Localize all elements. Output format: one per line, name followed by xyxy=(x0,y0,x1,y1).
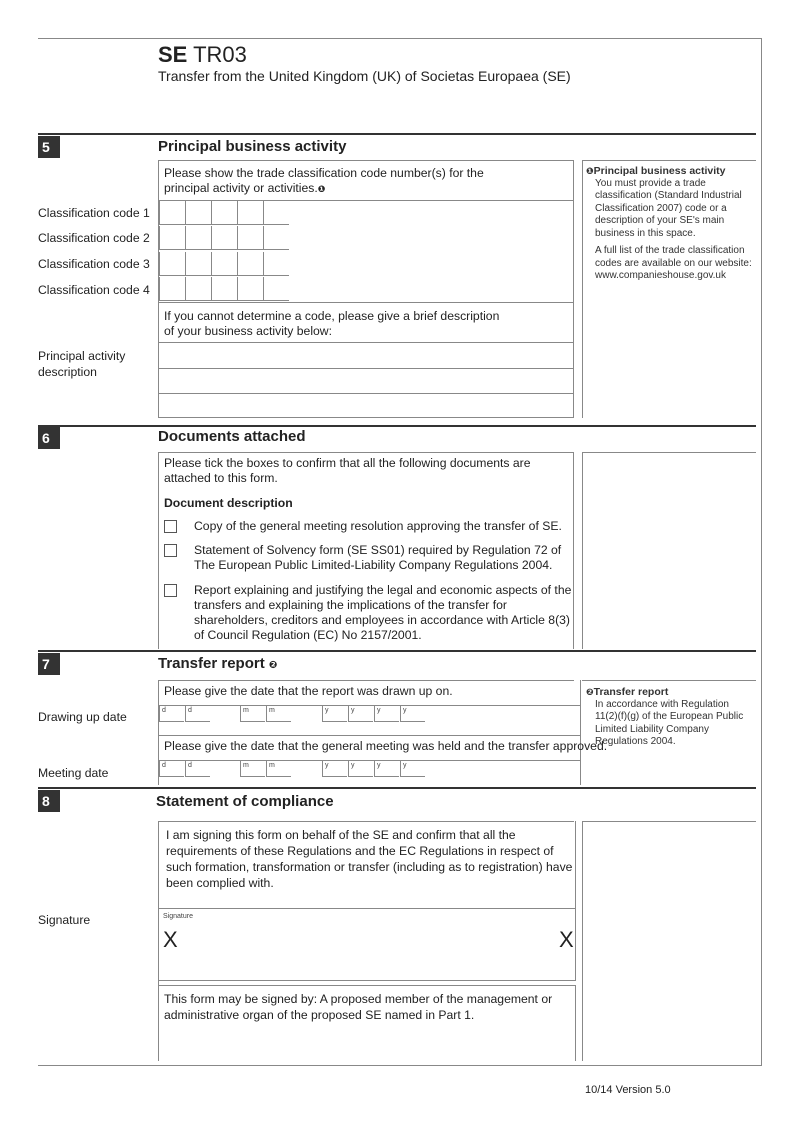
guidance-text-2: A full list of the trade classification codes are available on our website: www.companieshouse.gov.uk xyxy=(595,245,752,281)
section7-guidance-top xyxy=(582,680,756,681)
signature-bottom-rule xyxy=(158,980,576,981)
classification-code-2-label: Classification code 2 xyxy=(38,231,150,245)
description-line xyxy=(158,368,574,369)
code-cell[interactable] xyxy=(159,252,185,276)
section6-title: Documents attached xyxy=(158,428,306,445)
code-cell[interactable] xyxy=(211,277,237,301)
date-cell-month[interactable]: m xyxy=(266,761,291,777)
guidance-title: ❷Transfer report xyxy=(586,686,669,698)
classification-code-1-label: Classification code 1 xyxy=(38,206,150,220)
code-cell[interactable] xyxy=(237,201,263,225)
section6-number: 6 xyxy=(38,427,60,449)
document-1-checkbox[interactable] xyxy=(164,520,177,533)
section6-guidance-top xyxy=(582,452,756,453)
code-cell[interactable] xyxy=(159,226,185,250)
section8-number: 8 xyxy=(38,790,60,812)
top-border xyxy=(38,38,762,39)
code-cell[interactable] xyxy=(185,252,211,276)
drawing-up-date-label: Drawing up date xyxy=(38,710,127,724)
form-subtitle: Transfer from the United Kingdom (UK) of Societas Europaea (SE) xyxy=(158,68,571,84)
document-2-text: Statement of Solvency form (SE SS01) required by Regulation 72 of The European Public Limited-Liability Company Regulations 2004. xyxy=(194,543,562,572)
section8-guidance-top xyxy=(582,821,756,822)
document-1-text: Copy of the general meeting resolution approving the transfer of SE. xyxy=(194,519,562,533)
meeting-date-instruction: Please give the date that the general meeting was held and the transfer approved. xyxy=(164,739,608,753)
date-cell-year[interactable]: y xyxy=(374,706,399,722)
section6-box-left xyxy=(158,452,159,649)
info-2-icon: ❷ xyxy=(586,687,594,697)
date-cell-day[interactable]: d xyxy=(159,706,184,722)
code-cell[interactable] xyxy=(237,277,263,301)
codes-bottom-rule xyxy=(158,302,574,303)
section5-guidance-left xyxy=(582,160,583,418)
signature-label: Signature xyxy=(38,913,91,927)
description-line xyxy=(158,417,574,418)
meeting-date-label: Meeting date xyxy=(38,766,109,780)
guidance-title: ❶Principal business activity xyxy=(586,165,726,177)
section6-guidance-left xyxy=(582,452,583,649)
section7-guidance xyxy=(586,686,754,749)
signature-end-x-icon: X xyxy=(559,927,574,952)
date-cell-year[interactable]: y xyxy=(348,706,373,722)
section7-rule xyxy=(38,650,756,652)
section5-box-top xyxy=(158,160,574,161)
signature-box-label: Signature xyxy=(163,913,193,920)
guidance-text: In accordance with Regulation 11(2)(f)(g) of the European Public Limited Liability Company Regulations 2004. xyxy=(595,698,744,747)
info-1-icon: ❶ xyxy=(586,166,594,176)
principal-activity-description-input[interactable] xyxy=(159,343,573,418)
description-line xyxy=(158,393,574,394)
section6-rule xyxy=(38,425,756,427)
section8-rule xyxy=(38,787,756,789)
section7-number: 7 xyxy=(38,653,60,675)
section7-box-top xyxy=(158,680,574,681)
date-cell-day[interactable]: d xyxy=(185,706,210,722)
section5-guidance-top xyxy=(582,160,756,161)
code-cell[interactable] xyxy=(185,277,211,301)
section6-box-top xyxy=(158,452,574,453)
date-cell-year[interactable]: y xyxy=(400,761,425,777)
form-code: SE TR03 xyxy=(158,42,247,67)
section5-fallback-instruction: If you cannot determine a code, please give a brief description of your business activity below: xyxy=(164,309,500,338)
bottom-border xyxy=(38,1065,762,1066)
meeting-top-rule xyxy=(158,735,581,736)
signature-box[interactable] xyxy=(159,909,574,980)
section8-box-right-lower xyxy=(575,985,576,1061)
date-cell-day[interactable]: d xyxy=(159,761,184,777)
document-3-text: Report explaining and justifying the legal and economic aspects of the transfers and explaining the implications of the transfer for shareholders, creditors and employees in accordance with Article 8(3) of Council Regulation (EC) No 2157/2001. xyxy=(194,583,572,642)
section6-instruction: Please tick the boxes to confirm that all the following documents are attached to this form. xyxy=(164,456,531,485)
right-border xyxy=(761,38,762,1066)
code-cell[interactable] xyxy=(237,252,263,276)
date-cell-year[interactable]: y xyxy=(322,761,347,777)
section7-box-right xyxy=(580,680,581,785)
section8-title: Statement of compliance xyxy=(156,793,334,810)
date-cell-year[interactable]: y xyxy=(400,706,425,722)
section5-instruction: Please show the trade classification code number(s) for the principal activity or activities.❶ xyxy=(164,166,484,195)
code-cell[interactable] xyxy=(185,226,211,250)
date-cell-month[interactable]: m xyxy=(266,706,291,722)
code-cell[interactable] xyxy=(185,201,211,225)
code-cell[interactable] xyxy=(159,277,185,301)
code-cell[interactable] xyxy=(211,252,237,276)
code-cell[interactable] xyxy=(211,226,237,250)
drawing-up-instruction: Please give the date that the report was drawn up on. xyxy=(164,684,453,698)
date-cell-year[interactable]: y xyxy=(374,761,399,777)
code-cell[interactable] xyxy=(159,201,185,225)
date-cell-year[interactable]: y xyxy=(322,706,347,722)
version-label: 10/14 Version 5.0 xyxy=(585,1084,671,1096)
section8-box-right xyxy=(575,821,576,981)
guidance-text: You must provide a trade classification (Standard Industrial Classification 2007) code or a description of your SE's main business in this space. xyxy=(595,177,742,239)
section5-guidance xyxy=(586,165,754,283)
signature-start-x-icon: X xyxy=(163,927,178,952)
section8-guidance-left xyxy=(582,821,583,1061)
date-cell-day[interactable]: d xyxy=(185,761,210,777)
code-cell[interactable] xyxy=(237,226,263,250)
section8-box-top xyxy=(158,821,574,822)
code-cell[interactable] xyxy=(263,226,289,250)
document-3-checkbox[interactable] xyxy=(164,584,177,597)
document-2-checkbox[interactable] xyxy=(164,544,177,557)
code-cell[interactable] xyxy=(211,201,237,225)
section7-title: Transfer report ❷ xyxy=(158,655,278,672)
signers-note: This form may be signed by: A proposed member of the management or administrative organ of the proposed SE named in Part 1. xyxy=(164,992,553,1022)
code-cell[interactable] xyxy=(263,277,289,301)
code-cell[interactable] xyxy=(263,252,289,276)
section6-box-right xyxy=(573,452,574,649)
section5-title: Principal business activity xyxy=(158,138,347,155)
date-cell-month[interactable]: m xyxy=(240,706,265,722)
date-cell-month[interactable]: m xyxy=(240,761,265,777)
classification-code-4-label: Classification code 4 xyxy=(38,283,150,297)
compliance-statement: I am signing this form on behalf of the SE and confirm that all the requirements of these Regulations and the EC Regulations in respect of such formation, transformation or transfer (including as to registration) have been complied with. xyxy=(166,828,573,890)
section5-box-right xyxy=(573,160,574,418)
classification-code-3-label: Classification code 3 xyxy=(38,257,150,271)
code-cell[interactable] xyxy=(263,201,289,225)
signers-note-top-rule xyxy=(158,985,576,986)
date-cell-year[interactable]: y xyxy=(348,761,373,777)
principal-activity-description-label: Principal activity description xyxy=(38,349,126,379)
document-description-heading: Document description xyxy=(164,496,293,510)
section5-rule xyxy=(38,133,756,135)
section5-number: 5 xyxy=(38,136,60,158)
